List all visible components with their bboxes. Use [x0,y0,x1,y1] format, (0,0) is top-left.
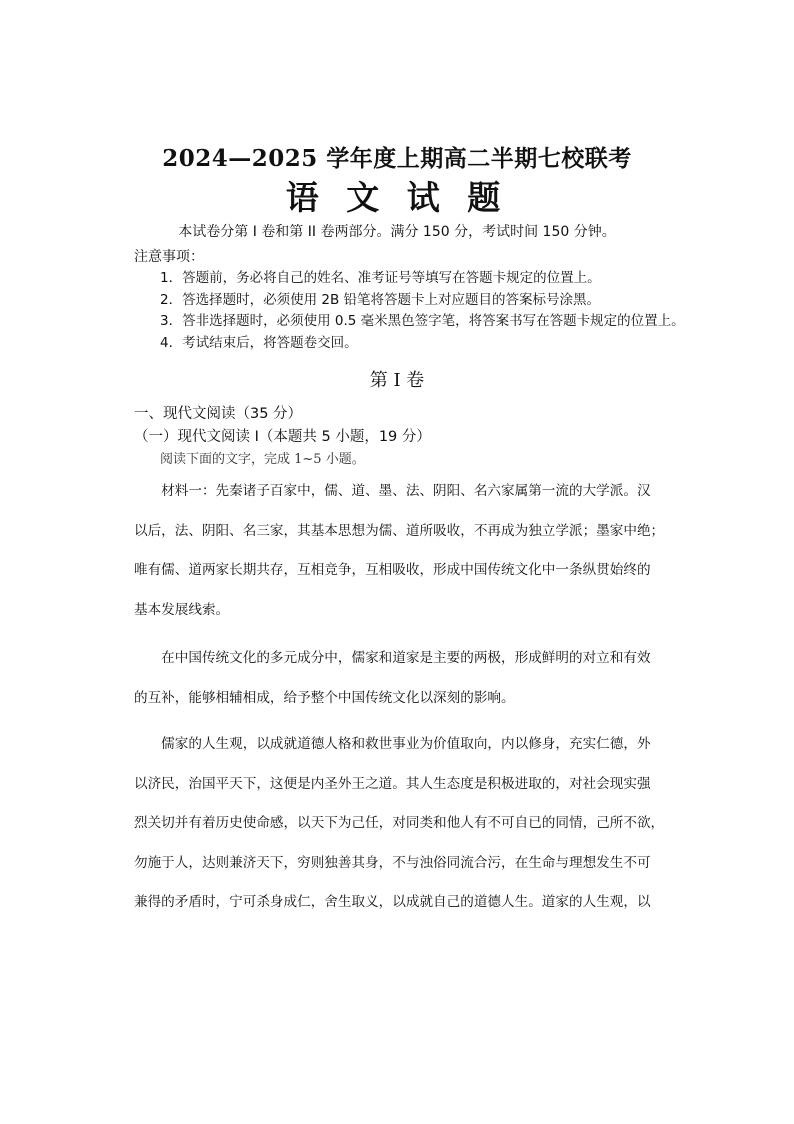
notice-list [160,268,685,354]
notice-item: 4．考试结束后，将答题卷交回。 [160,334,358,351]
reading-instruction: 阅读下面的文字，完成 1~5 小题。 [160,452,365,467]
notice-item: 2．答选择题时，必须使用 2B 铅笔将答题卡上对应题目的答案标号涂黑。 [160,291,601,308]
passage-line: 兼得的矛盾时，宁可杀身成仁，舍生取义，以成就自己的道德人生。道家的人生观，以 [134,894,651,911]
notice-heading: 注意事项： [134,249,204,265]
section-heading: 第 I 卷 [369,370,425,391]
passage-line: 唯有儒、道两家长期共存，互相竞争，互相吸收，形成中国传统文化中一条纵贯始终的 [134,562,651,579]
passage-line: 勿施于人，达则兼济天下，穷则独善其身，不与浊俗同流合污，在生命与理想发生不可 [134,854,651,871]
passage-line: 材料一：先秦诸子百家中，儒、道、墨、法、阴阳、名六家属第一流的大学派。汉 [134,483,651,499]
passage-line: 烈关切并有着历史使命感，以天下为己任，对同类和他人有不可自已的同情，己所不欲， [134,815,665,832]
passage-paragraph-2 [134,648,680,727]
passage-line: 以济民，治国平天下，这便是内圣外王之道。其人生态度是积极进取的，对社会现实强 [134,775,651,792]
passage-line: 以后，法、阴阳、名三家，其基本思想为儒、道所吸收，不再成为独立学派；墨家中绝； [134,522,665,539]
passage-paragraph-1 [134,481,680,639]
passage-line: 儒家的人生观，以成就道德人格和救世事业为价值取向，内以修身，充实仁德，外 [134,736,651,752]
notice-item: 3．答非选择题时，必须使用 0.5 毫米黑色签字笔，将答案书写在答题卡规定的位置上。 [160,313,685,329]
exam-title: 2024—2025 学年度上期高二半期七校联考 [162,145,632,172]
exam-intro: 本试卷分第 I 卷和第 II 卷两部分。满分 150 分，考试时间 150 分钟。 [178,224,616,240]
passage-line: 的互补，能够相辅相成，给予整个中国传统文化以深刻的影响。 [134,689,515,706]
passage-paragraph-3 [134,734,680,932]
passage-line: 在中国传统文化的多元成分中，儒家和道家是主要的两极，形成鲜明的对立和有效 [134,650,651,666]
part-heading: 一、现代文阅读（35 分） [134,406,303,422]
subpart-heading: （一）现代文阅读 I（本题共 5 小题，19 分） [134,429,431,445]
passage-line: 基本发展线索。 [134,601,230,618]
subject-title: 语 文 试 题 [285,178,509,217]
notice-item: 1．答题前，务必将自己的姓名、准考证号等填写在答题卡规定的位置上。 [160,270,601,286]
